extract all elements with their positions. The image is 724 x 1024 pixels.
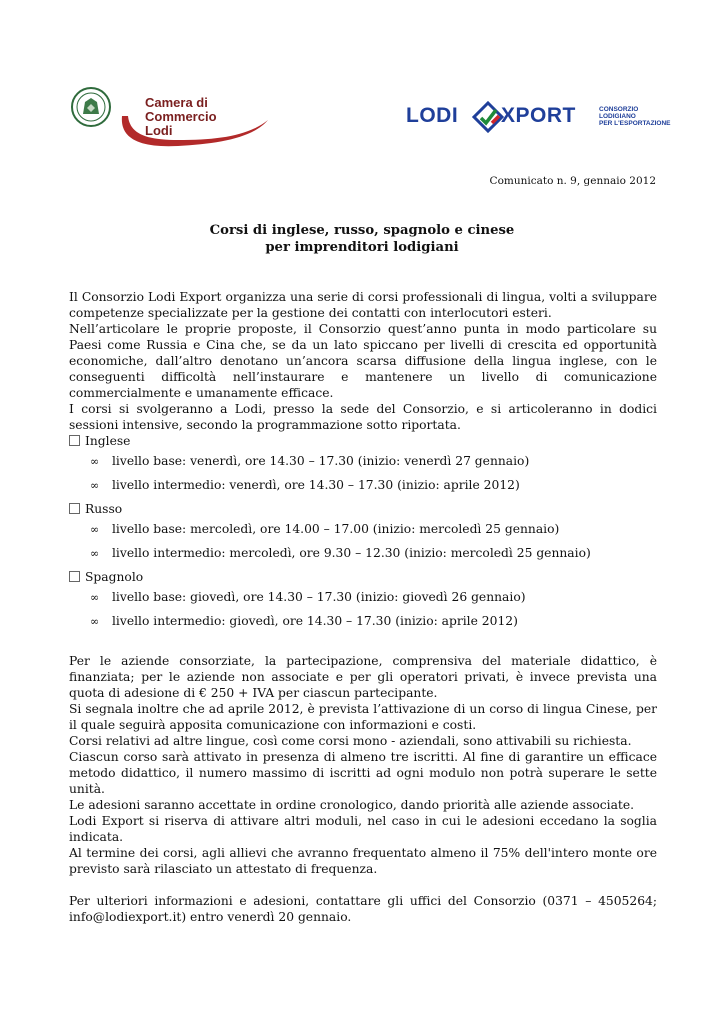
lodi-export-logo bbox=[406, 100, 686, 140]
intro-paragraph-1: Il Consorzio Lodi Export organizza una serie di corsi professionali di lingua, volti a sviluppare competenze specializzate per la gestione dei contatti con interlocutori esteri. bbox=[69, 290, 657, 320]
body-paragraph-2: Si segnala inoltre che ad aprile 2012, è prevista l’attivazione di un corso di lingua Cinese, per il quale seguirà apposita comunicazione con informazioni e costi. bbox=[69, 702, 657, 732]
course-name: Inglese bbox=[85, 434, 131, 448]
lodi-sub-1: CONSORZIO bbox=[599, 106, 639, 113]
title-line-2: per imprenditori lodigiani bbox=[265, 240, 459, 255]
lodi-export-mark-icon bbox=[472, 101, 504, 133]
spacer bbox=[69, 877, 657, 893]
checkbox-bullet-icon bbox=[69, 571, 80, 582]
checkbox-bullet-icon bbox=[69, 503, 80, 514]
checkbox-bullet-icon bbox=[69, 435, 80, 446]
camera-line-2: Lodi bbox=[145, 123, 173, 138]
level-text: livello intermedio: giovedì, ore 14.30 – 17.30 (inizio: aprile 2012) bbox=[112, 614, 518, 628]
letterhead bbox=[0, 0, 724, 150]
infinity-bullet-icon: ∞ bbox=[90, 547, 100, 560]
camera-commercio-logo bbox=[70, 86, 270, 146]
infinity-bullet-icon: ∞ bbox=[90, 591, 100, 604]
lodi-sub-3: PER L'ESPORTAZIONE bbox=[599, 120, 671, 127]
list-item bbox=[90, 453, 657, 470]
course-spagnolo bbox=[69, 569, 657, 585]
body-paragraph-1: Per le aziende consorziate, la partecipazione, comprensiva del materiale didattico, è finanziata; per le aziende non associate e per gli operatori privati, è invece prevista una quota di adesione di € 250 + IVA per ciascun partecipante. bbox=[69, 654, 657, 700]
body-paragraph-3: Corsi relativi ad altre lingue, così come corsi mono - aziendali, sono attivabili su richiesta. bbox=[69, 734, 632, 748]
level-text: livello base: giovedì, ore 14.30 – 17.30 (inizio: giovedì 26 gennaio) bbox=[112, 590, 526, 604]
body-paragraph-7: Al termine dei corsi, agli allievi che avranno frequentato almeno il 75% dell'intero monte ore previsto sarà rilasciato un attestato di frequenza. bbox=[69, 846, 657, 876]
infinity-bullet-icon: ∞ bbox=[90, 615, 100, 628]
export-word: XPORT bbox=[501, 104, 576, 127]
lodi-subtitle bbox=[599, 106, 671, 127]
lodi-word: LODI bbox=[406, 104, 459, 127]
document-body bbox=[69, 289, 657, 925]
level-text: livello base: mercoledì, ore 14.00 – 17.00 (inizio: mercoledì 25 gennaio) bbox=[112, 522, 560, 536]
camera-line-1: Camera di Commercio bbox=[145, 95, 217, 124]
list-item bbox=[90, 477, 657, 494]
spacer bbox=[69, 637, 657, 653]
list-item bbox=[90, 613, 657, 630]
document-title bbox=[0, 222, 724, 256]
communicato-number: Comunicato n. 9, gennaio 2012 bbox=[489, 175, 656, 187]
list-item bbox=[90, 589, 657, 606]
list-item bbox=[90, 521, 657, 538]
chamber-seal-icon bbox=[70, 86, 112, 128]
level-text: livello base: venerdì, ore 14.30 – 17.30 (inizio: venerdì 27 gennaio) bbox=[112, 454, 530, 468]
intro-paragraph-2: Nell’articolare le proprie proposte, il Consorzio quest’anno punta in modo particolare su Paesi come Russia e Cina che, se da un lato spiccano per livelli di crescita ed opportunità economiche, dall’altro denotano un’ancora scarsa diffusione della lingua inglese, con le conseguenti difficoltà nell’instaurare e mantenere un livello di comunicazione commercialmente e umanamente efficace. bbox=[69, 322, 657, 400]
body-paragraph-6: Lodi Export si riserva di attivare altri moduli, nel caso in cui le adesioni eccedano la soglia indicata. bbox=[69, 814, 657, 844]
course-name: Spagnolo bbox=[85, 570, 144, 584]
lodi-sub-2: LODIGIANO bbox=[599, 113, 636, 120]
closing-paragraph: Per ulteriori informazioni e adesioni, contattare gli uffici del Consorzio (0371 – 4505264; info@lodiexport.it) entro venerdì 20 gennaio. bbox=[69, 894, 657, 924]
list-item bbox=[90, 545, 657, 562]
infinity-bullet-icon: ∞ bbox=[90, 479, 100, 492]
infinity-bullet-icon: ∞ bbox=[90, 455, 100, 468]
red-swoosh-icon bbox=[118, 108, 270, 148]
level-text: livello intermedio: venerdì, ore 14.30 – 17.30 (inizio: aprile 2012) bbox=[112, 478, 520, 492]
title-line-1: Corsi di inglese, russo, spagnolo e cinese bbox=[209, 223, 515, 238]
body-paragraph-4: Ciascun corso sarà attivato in presenza di almeno tre iscritti. Al fine di garantire un efficace metodo didattico, il numero massimo di iscritti ad ogni modulo non potrà superare le sette unità. bbox=[69, 750, 657, 796]
intro-paragraph-3: I corsi si svolgeranno a Lodi, presso la sede del Consorzio, e si articoleranno in dodici sessioni intensive, secondo la programmazione sotto riportata. bbox=[69, 402, 657, 432]
body-paragraph-5: Le adesioni saranno accettate in ordine cronologico, dando priorità alle aziende associate. bbox=[69, 798, 635, 812]
infinity-bullet-icon: ∞ bbox=[90, 523, 100, 536]
course-russo bbox=[69, 501, 657, 517]
course-inglese bbox=[69, 433, 657, 449]
level-text: livello intermedio: mercoledì, ore 9.30 – 12.30 (inizio: mercoledì 25 gennaio) bbox=[112, 546, 591, 560]
course-name: Russo bbox=[85, 502, 123, 516]
